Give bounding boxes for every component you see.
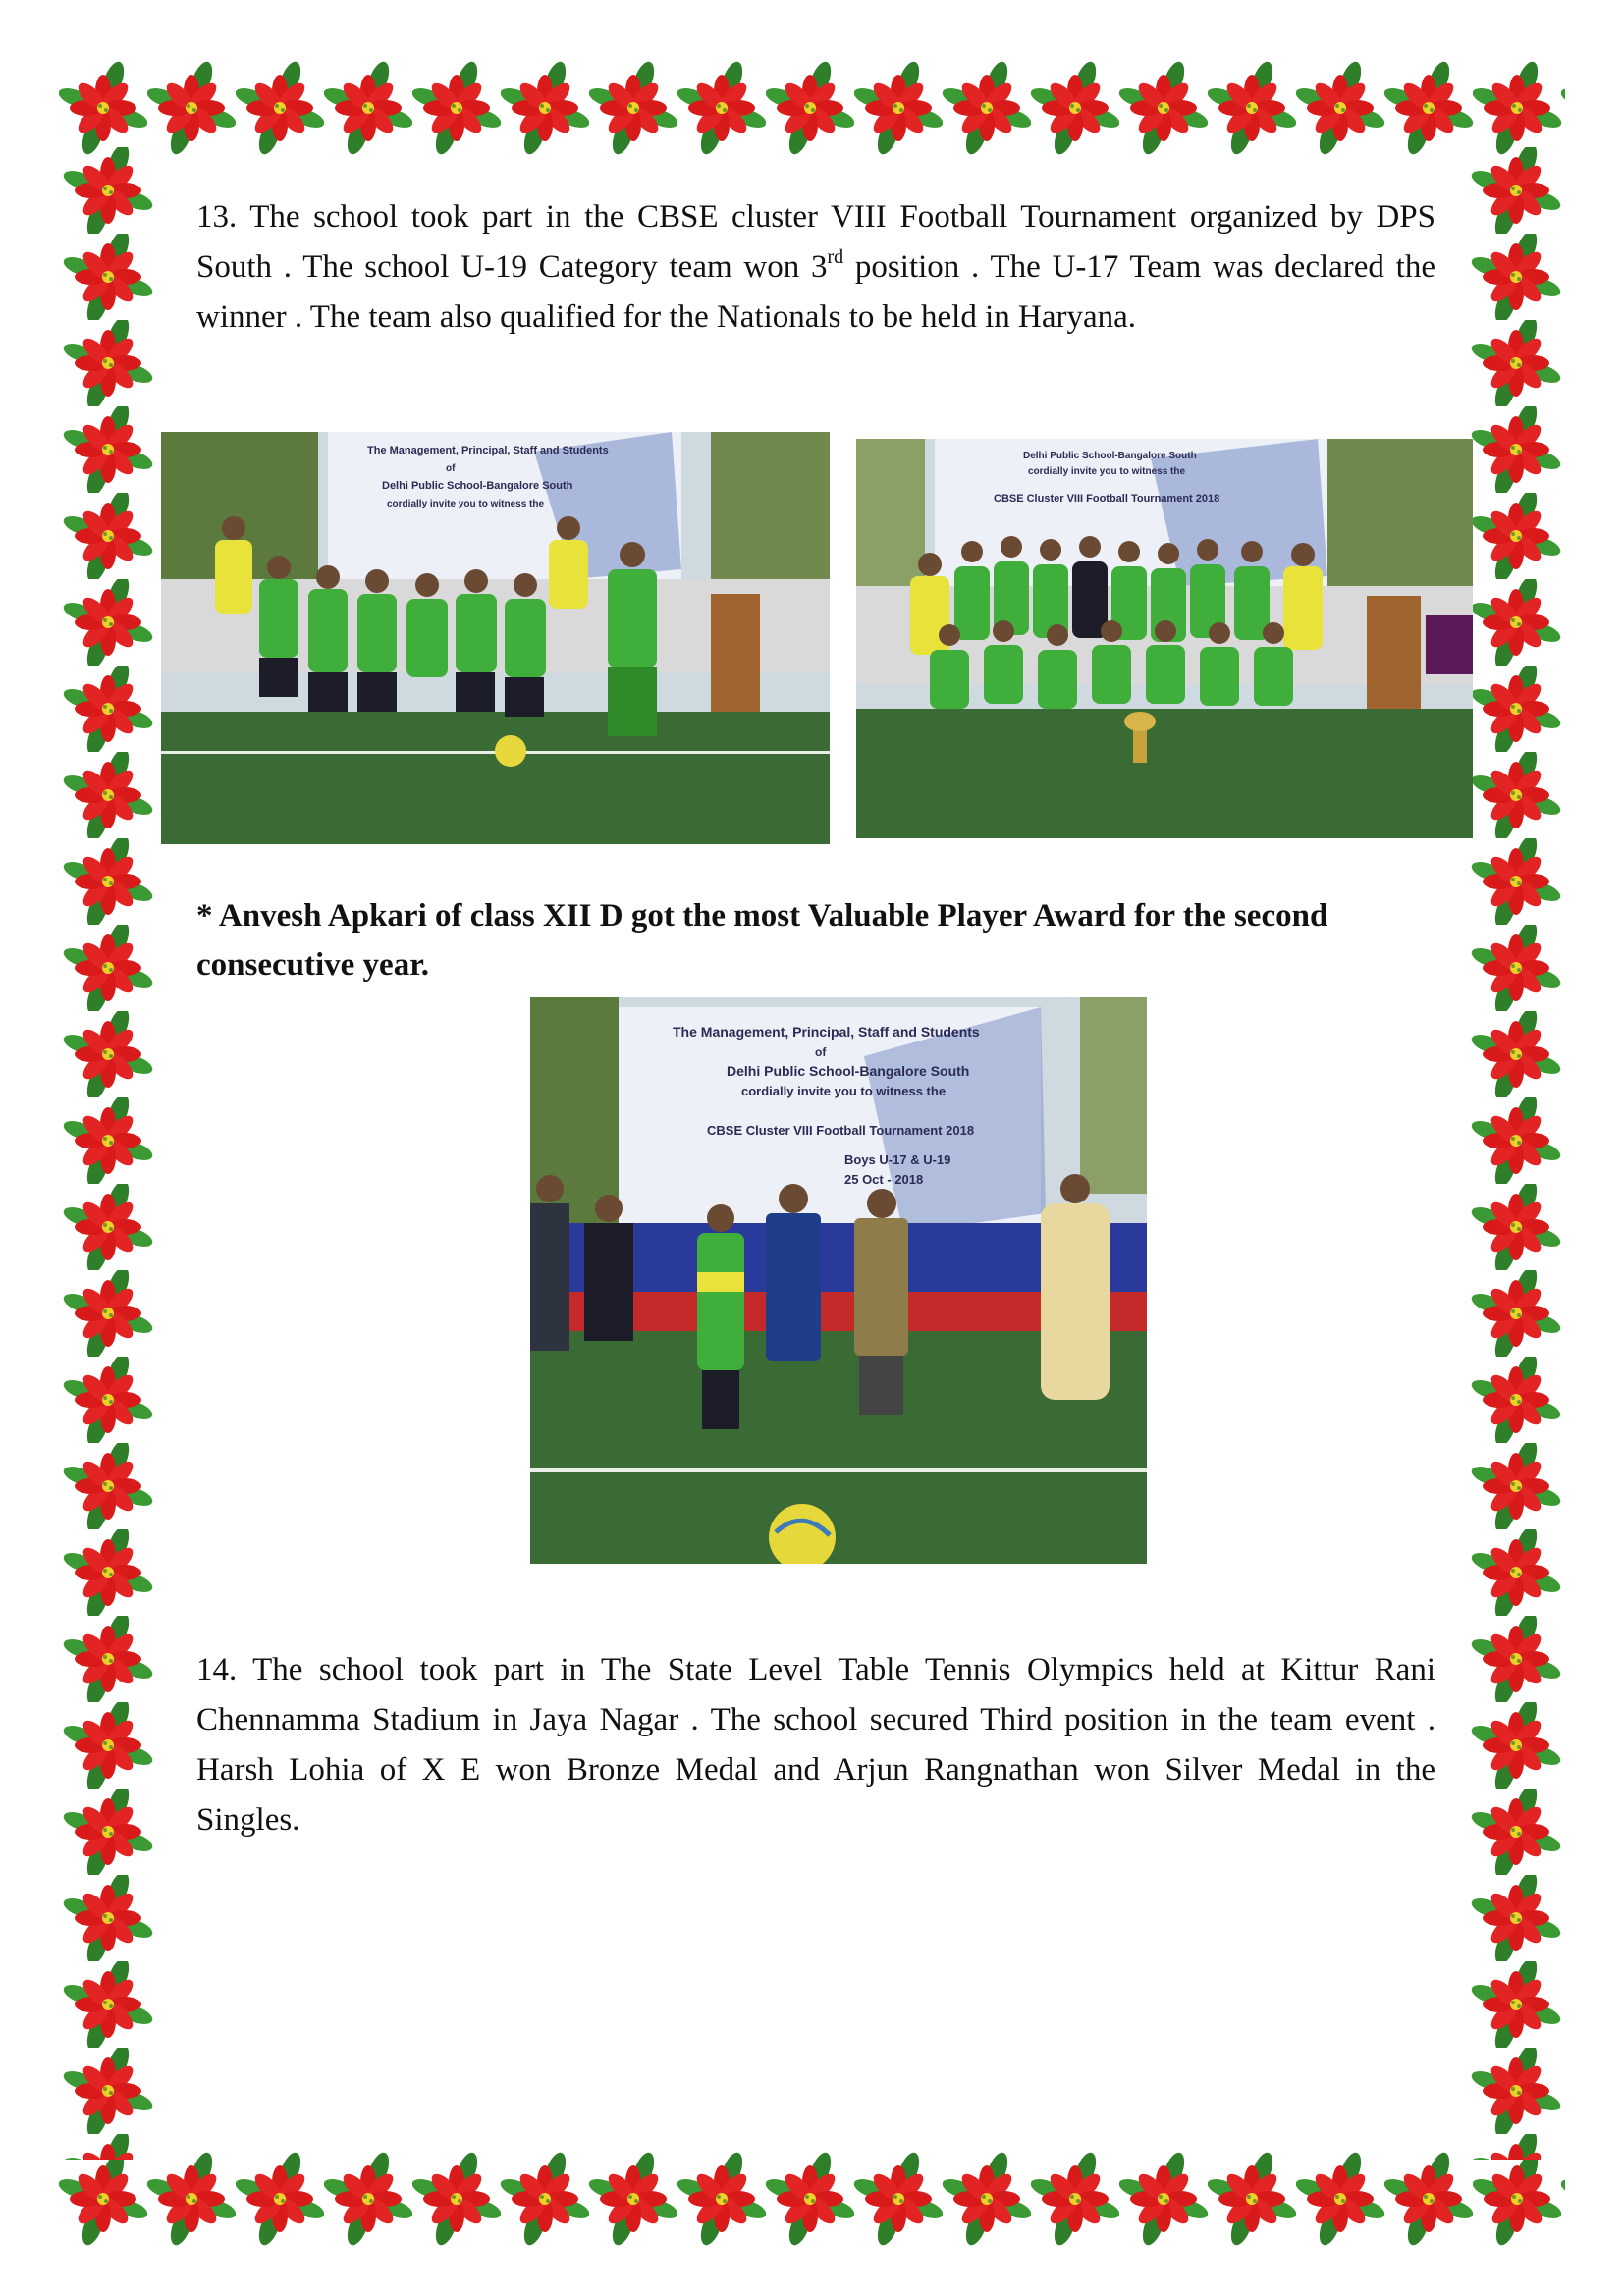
section-13-paragraph xyxy=(196,192,1435,343)
svg-text:of: of xyxy=(446,463,456,474)
svg-text:CBSE Cluster VIII Football Tou: CBSE Cluster VIII Football Tournament 2018 xyxy=(707,1123,975,1138)
section-13-text-a: 13. The school took part in the CBSE cluster VIII Football Tournament organized by DPS South . The school U-19 Category team won 3 xyxy=(196,199,1435,285)
poinsettia-flower-icon xyxy=(59,59,1565,157)
svg-text:cordially invite you to witnes: cordially invite you to witness the xyxy=(387,499,545,509)
section-14-text: 14. The school took part in The State Level Table Tennis Olympics held at Kittur Rani Chennamma Stadium in Jaya Nagar . The school secured Third position in the team event . Harsh Lohia of X E won Bronze Medal and Arjun Rangnathan won Silver Medal in the Singles. xyxy=(196,1652,1435,1838)
svg-text:cordially invite you to witnes: cordially invite you to witness the xyxy=(1028,466,1186,477)
svg-text:Delhi Public School-Bangalore: Delhi Public School-Bangalore South xyxy=(382,480,573,492)
poinsettia-flower-icon xyxy=(59,2150,1565,2248)
svg-text:Delhi Public School-Bangalore: Delhi Public School-Bangalore South xyxy=(727,1063,970,1079)
poinsettia-border-left xyxy=(59,147,157,2160)
poinsettia-border-top xyxy=(59,59,1565,157)
mvp-award-photo xyxy=(530,997,1147,1564)
svg-text:of: of xyxy=(815,1045,827,1059)
svg-text:The Management, Principal, Sta: The Management, Principal, Staff and Students xyxy=(367,445,609,456)
svg-text:25 Oct - 2018: 25 Oct - 2018 xyxy=(844,1172,924,1187)
svg-text:Delhi Public School-Bangalore: Delhi Public School-Bangalore South xyxy=(1023,451,1197,461)
section-14-paragraph xyxy=(196,1645,1435,1845)
mvp-award-note: * Anvesh Apkari of class XII D got the most Valuable Player Award for the second consecutive year. xyxy=(196,898,1328,983)
poinsettia-border-bottom xyxy=(59,2150,1565,2248)
team-photo-u17 xyxy=(856,439,1473,838)
team-photo-u19 xyxy=(161,432,830,844)
svg-text:CBSE Cluster VIII Football Tou: CBSE Cluster VIII Football Tournament 2018 xyxy=(994,493,1220,505)
poinsettia-flower-icon xyxy=(59,147,157,2160)
ordinal-suffix: rd xyxy=(827,246,844,268)
poinsettia-flower-icon xyxy=(1467,147,1565,2160)
svg-text:Boys U-17 & U-19: Boys U-17 & U-19 xyxy=(844,1152,951,1167)
poinsettia-border-right xyxy=(1467,147,1565,2160)
section-13-text-b: position . The U-17 Team was declared the winner . The team also qualified for the Nationals to be held in Haryana. xyxy=(196,249,1436,335)
svg-text:The Management, Principal, Sta: The Management, Principal, Staff and Students xyxy=(673,1024,980,1040)
svg-text:cordially invite you to witnes: cordially invite you to witness the xyxy=(741,1084,947,1098)
